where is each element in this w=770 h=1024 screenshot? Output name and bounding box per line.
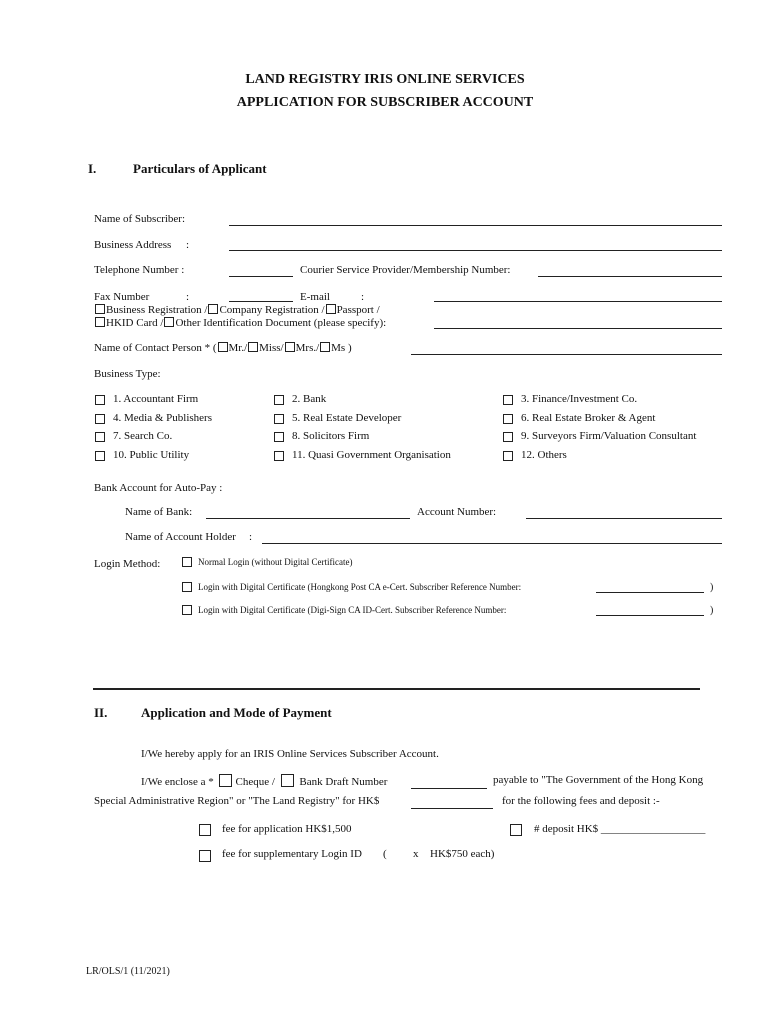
account-holder-colon: :	[249, 531, 253, 543]
id-document-row-1	[94, 304, 380, 316]
enclose-row	[141, 774, 387, 788]
fee-supplementary-label: fee for supplementary Login ID	[222, 848, 362, 860]
courier-field[interactable]	[538, 276, 722, 277]
apply-statement: I/We hereby apply for an IRIS Online Services Subscriber Account.	[141, 748, 439, 760]
ms-checkbox[interactable]	[320, 342, 330, 352]
other-id-label: Other Identification Document (please specify):	[175, 317, 387, 329]
passport-label: Passport /	[336, 304, 380, 316]
business-registration-label: Business Registration /	[106, 304, 208, 316]
mr-checkbox[interactable]	[218, 342, 228, 352]
business-type-option: 6. Real Estate Broker & Agent	[521, 412, 656, 424]
business-address-label: Business Address	[94, 239, 172, 251]
hkpost-reference-field[interactable]	[596, 592, 704, 593]
business-type-label: Business Type:	[94, 368, 161, 380]
business-type-option: 3. Finance/Investment Co.	[521, 393, 638, 405]
company-registration-label: Company Registration /	[219, 304, 325, 316]
account-holder-label: Name of Account Holder	[125, 531, 236, 543]
times-sign: x	[413, 848, 419, 860]
name-of-bank-field[interactable]	[206, 518, 410, 519]
business-type-option: 10. Public Utility	[113, 449, 190, 461]
business-type-option: 11. Quasi Government Organisation	[292, 449, 451, 461]
bank-draft-number-field[interactable]	[411, 788, 487, 789]
courier-label: Courier Service Provider/Membership Number:	[300, 264, 511, 276]
business-type-option: 8. Solicitors Firm	[292, 430, 370, 442]
telephone-label: Telephone Number :	[94, 264, 185, 276]
bank-account-label: Bank Account for Auto-Pay :	[94, 482, 223, 494]
fees-deposit-text: for the following fees and deposit :-	[502, 795, 660, 807]
cheque-label: Cheque /	[235, 776, 275, 788]
name-of-subscriber-label: Name of Subscriber:	[94, 213, 186, 225]
login-option-checkbox[interactable]	[182, 582, 192, 592]
business-type-checkbox[interactable]	[95, 395, 105, 405]
business-type-checkbox[interactable]	[274, 432, 284, 442]
business-type-checkbox[interactable]	[274, 451, 284, 461]
passport-checkbox[interactable]	[326, 304, 336, 314]
fee-application-label: fee for application HK$1,500	[222, 823, 352, 835]
account-number-label: Account Number:	[417, 506, 497, 518]
miss-label: Miss/	[259, 342, 284, 354]
business-type-checkbox[interactable]	[95, 414, 105, 424]
email-field[interactable]	[434, 301, 722, 302]
fax-label: Fax Number	[94, 291, 150, 303]
business-type-checkbox[interactable]	[503, 432, 513, 442]
business-type-checkbox[interactable]	[95, 451, 105, 461]
login-option-label: Normal Login (without Digital Certificate)	[198, 557, 353, 567]
contact-person-row	[94, 342, 352, 354]
other-id-checkbox[interactable]	[164, 317, 174, 327]
deposit-label: # deposit HK$ ___________________	[534, 823, 706, 835]
ms-label: Ms )	[331, 342, 352, 354]
login-option-checkbox[interactable]	[182, 605, 192, 615]
form-code: LR/OLS/1 (11/2021)	[86, 966, 170, 977]
cheque-checkbox[interactable]	[219, 774, 232, 787]
business-type-option: 12. Others	[521, 449, 567, 461]
fee-supplementary-checkbox[interactable]	[199, 850, 211, 862]
fax-colon: :	[186, 291, 190, 303]
account-holder-field[interactable]	[262, 543, 722, 544]
telephone-field[interactable]	[229, 276, 293, 277]
bank-draft-checkbox[interactable]	[281, 774, 294, 787]
business-type-option: 4. Media & Publishers	[113, 412, 212, 424]
mr-label: Mr./	[228, 342, 248, 354]
form-title-line1: LAND REGISTRY IRIS ONLINE SERVICES	[245, 72, 525, 87]
miss-checkbox[interactable]	[248, 342, 258, 352]
mrs-label: Mrs./	[295, 342, 320, 354]
login-option-label: Login with Digital Certificate (Digi-Sign CA ID-Cert. Subscriber Reference Number:	[198, 605, 507, 615]
business-type-checkbox[interactable]	[503, 395, 513, 405]
business-type-checkbox[interactable]	[274, 414, 284, 424]
login-method-label: Login Method:	[94, 558, 161, 570]
other-id-field[interactable]	[434, 328, 722, 329]
login-option-checkbox[interactable]	[182, 557, 192, 567]
business-address-field[interactable]	[229, 250, 722, 251]
id-document-row-2	[94, 317, 386, 329]
each-label: HK$750 each)	[430, 848, 495, 860]
email-colon: :	[361, 291, 365, 303]
business-type-option: 7. Search Co.	[113, 430, 173, 442]
fax-field[interactable]	[229, 301, 293, 302]
close-paren: )	[710, 605, 714, 616]
sar-text: Special Administrative Region" or "The Land Registry" for HK$	[94, 795, 380, 807]
business-type-checkbox[interactable]	[503, 451, 513, 461]
business-type-option: 1. Accountant Firm	[113, 393, 199, 405]
business-type-checkbox[interactable]	[503, 414, 513, 424]
hkid-card-label: HKID Card /	[106, 317, 164, 329]
company-registration-checkbox[interactable]	[208, 304, 218, 314]
hk-amount-field[interactable]	[411, 808, 493, 809]
section2-number: II.	[94, 705, 108, 720]
bank-draft-label: Bank Draft Number	[299, 776, 388, 788]
section1-number: I.	[88, 161, 97, 176]
business-registration-checkbox[interactable]	[95, 304, 105, 314]
name-of-bank-label: Name of Bank:	[125, 506, 193, 518]
section2-heading: Application and Mode of Payment	[141, 705, 332, 720]
business-type-checkbox[interactable]	[274, 395, 284, 405]
login-option-label: Login with Digital Certificate (Hongkong Post CA e-Cert. Subscriber Reference Number:	[198, 582, 522, 592]
business-type-option: 5. Real Estate Developer	[292, 412, 402, 424]
mrs-checkbox[interactable]	[285, 342, 295, 352]
hkid-card-checkbox[interactable]	[95, 317, 105, 327]
account-number-field[interactable]	[526, 518, 722, 519]
business-type-option: 9. Surveyors Firm/Valuation Consultant	[521, 430, 697, 442]
close-paren: )	[710, 582, 714, 593]
business-address-colon: :	[186, 239, 190, 251]
form-title-line2: APPLICATION FOR SUBSCRIBER ACCOUNT	[236, 95, 534, 110]
business-type-checkbox[interactable]	[95, 432, 105, 442]
open-paren: (	[383, 848, 387, 860]
deposit-checkbox[interactable]	[510, 824, 522, 836]
payable-to-text: payable to "The Government of the Hong Kong	[493, 774, 704, 786]
enclose-label: I/We enclose a *	[141, 776, 214, 788]
contact-person-field[interactable]	[411, 354, 722, 355]
section1-heading: Particulars of Applicant	[133, 161, 267, 176]
business-type-option: 2. Bank	[292, 393, 327, 405]
fee-application-checkbox[interactable]	[199, 824, 211, 836]
name-of-subscriber-field[interactable]	[229, 225, 722, 226]
section-divider	[93, 688, 700, 690]
contact-person-label: Name of Contact Person * (	[94, 342, 217, 354]
email-label: E-mail	[300, 291, 330, 303]
digisign-reference-field[interactable]	[596, 615, 704, 616]
